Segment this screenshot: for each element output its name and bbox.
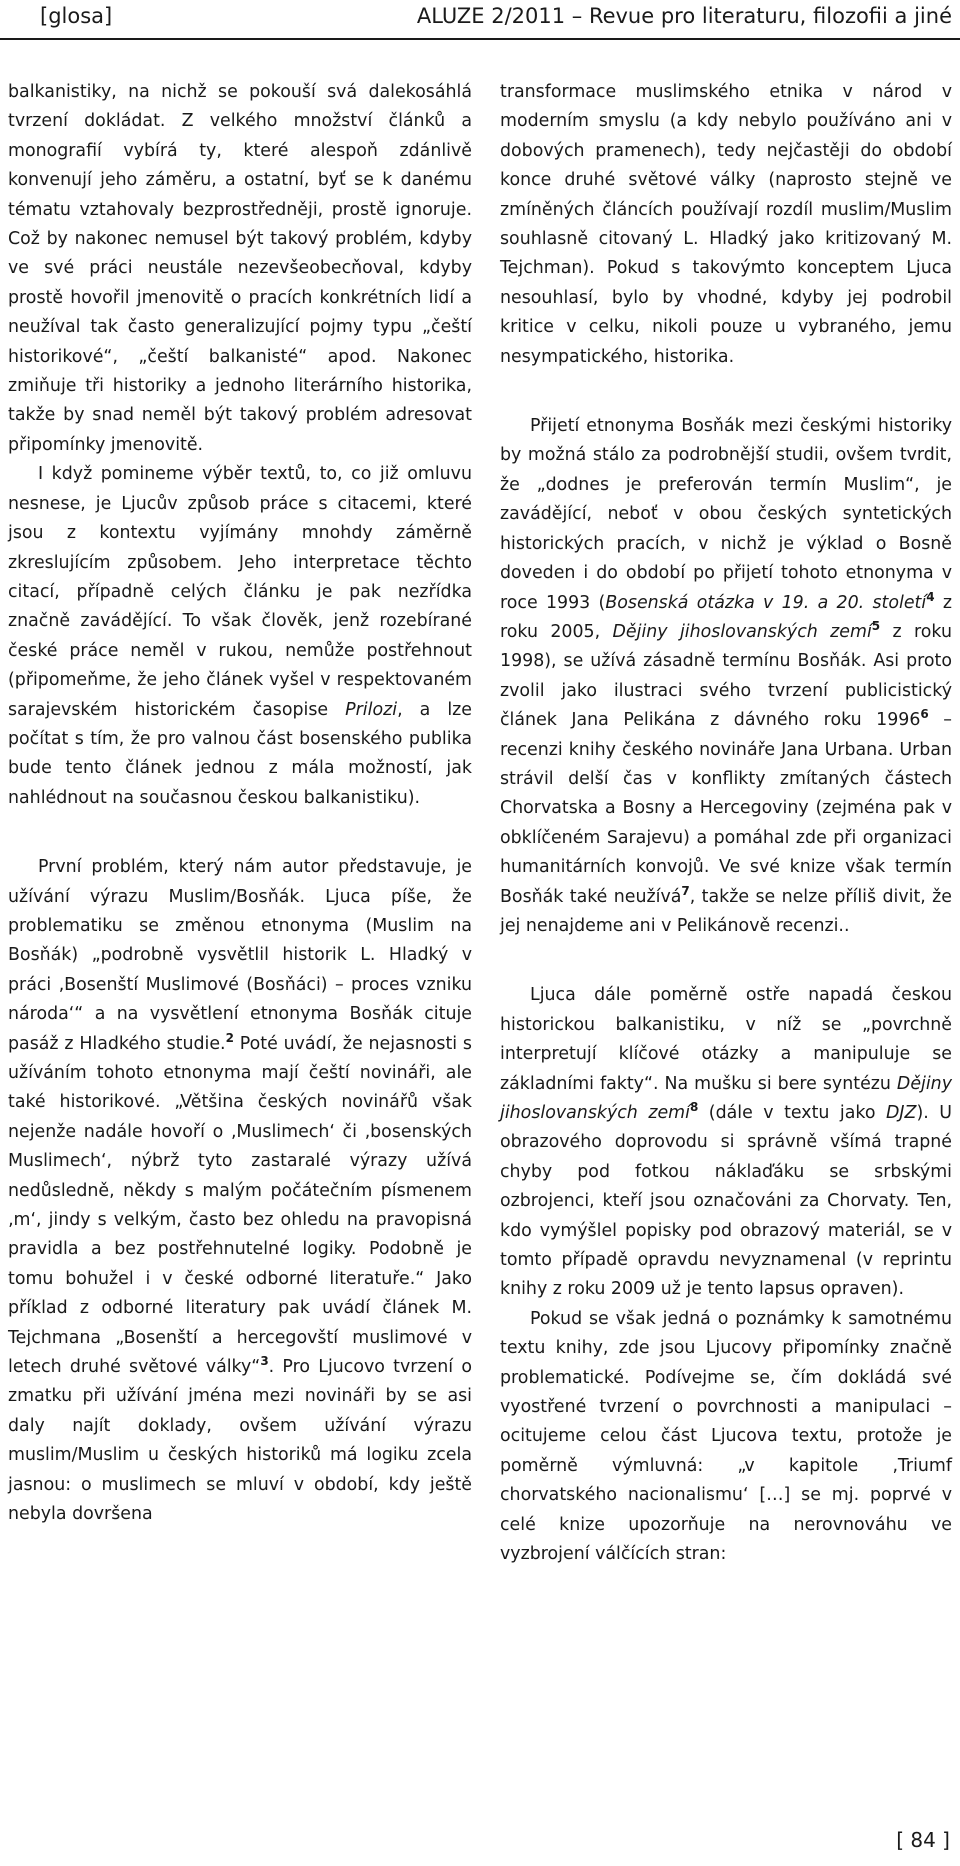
abbreviation: DJZ bbox=[886, 1103, 917, 1123]
paragraph bbox=[500, 412, 952, 941]
text-run: První problém, který nám autor představuje, je užívání výrazu Muslim/Bosňák. Ljuca píše, že problematiku se změnou etnonyma (Muslim na Bosňák) „podrobně vysvětlil historik L. Hladký v práci ‚Bosenští Muslimové (Bosňáci) – proces vzniku národa‘“ a na vysvětlení etnonyma Bosňák cituje pasáž z Hladkého studie. bbox=[8, 857, 472, 1054]
text-run: Poté uvádí, že nejasnosti s užíváním tohoto etnonyma mají čeští novináři, ale také historikové. „Většina českých novinářů však nejenže nadále hovoří o ‚Muslimech‘ či ‚bosenských Muslimech‘, nýbrž tyto zastaralé výrazy užívá nedůsledně, někdy s malým počátečním písmenem ‚m‘, jindy s velkým, často bez ohledu na pravopisná pravidla a bez postřehnutelné logiky. Podobně je tomu bohužel i v české odborné literatuře.“ Jako příklad z odborné literatury pak uvádí článek M. Tejchmana „Bosenští a hercegovští muslimové v letech druhé světové války“ bbox=[8, 1033, 472, 1378]
book-title: Dějiny jihoslovanských zemí bbox=[612, 621, 872, 642]
right-column bbox=[500, 78, 952, 1570]
text-run: z roku 1998), se užívá zásadně termínu Bosňák. Asi proto zvolil jako ilustraci svého tvrzení publicistický článek Jana Pelikána z dávného roku 1996 bbox=[500, 621, 952, 731]
paragraph: balkanistiky, na nichž se pokouší svá dalekosáhlá tvrzení dokládat. Z velkého množství článků a monografií vybírá ty, které alespoň zdánlivě konvenují jeho záměru, a ostatní, byť se k danému tématu vztahovaly bezprostředněji, prostě ignoruje. Což by nakonec nemusel být takový problém, kdyby ve své práci neustále nezevšeobecňoval, kdyby prostě hovořil jmenovitě o pracích konkrétních lidí a neužíval tak často generalizující pojmy typu „čeští historikové“, „čeští balkanisté“ apod. Nakonec zmiňuje tři historiky a jednoho literárního historika, takže by snad neměl být takový problém adresovat připomínky jmenovitě. bbox=[8, 82, 472, 455]
paragraph bbox=[8, 460, 472, 813]
text-run: Ljuca dále poměrně ostře napadá českou historickou balkanistiku, v níž se „povrchně interpretují klíčové otázky a manipuluje se základními fakty“. Na mušku si bere syntézu bbox=[500, 985, 952, 1094]
footnote-marker: 3 bbox=[260, 1354, 269, 1369]
paragraph: transformace muslimského etnika v národ v moderním smyslu (a kdy nebylo používáno ani v dobových pramenech), tedy nejčastěji do období konce druhé světové války (naprosto stejně ve zmíněných článcích používají rozdíl muslim/Muslim souhlasně citovaný L. Hladký jako kritizovaný M. Tejchman). Pokud s takovýmto konceptem Ljuca nesouhlasí, bylo by vhodné, kdyby jej podrobil kritice v celku, nikoli pouze u vybraného, jemu nesympatického, historika. bbox=[500, 82, 952, 367]
text-run: , takže se nelze příliš divit, že jej nenajdeme ani v Pelikánově recenzi.. bbox=[500, 886, 953, 936]
text-run: z roku 2005, bbox=[500, 592, 952, 642]
footnote-marker: 5 bbox=[871, 619, 881, 634]
footnote-marker: 8 bbox=[689, 1100, 699, 1115]
text-run: , a lze počítat s tím, že pro valnou část bosenského publika bude tento článek jednou z mála možností, jak nahlédnout na současnou českou balkanistiku). bbox=[8, 699, 472, 808]
footnote-marker: 2 bbox=[225, 1030, 234, 1045]
footnote-marker: 6 bbox=[920, 707, 929, 722]
paragraph bbox=[500, 981, 952, 1304]
book-title: Bosenská otázka v 19. a 20. století bbox=[605, 592, 927, 613]
left-column bbox=[8, 78, 472, 1530]
footnote-marker: 7 bbox=[681, 883, 690, 898]
footnote-marker: 4 bbox=[926, 589, 935, 604]
text-run: Přijetí etnonyma Bosňák mezi českými historiky by možná stálo za podrobnější studii, ovšem tvrdit, že „dodnes je preferován termín Muslim“, je zavádějící, neboť v obou českých syntetických historických pracích, v nichž je výklad o Bosně doveden i do období po přijetí tohoto etnonyma v roce 1993 ( bbox=[500, 416, 952, 613]
text-run: . Pro Ljucovo tvrzení o zmatku při užívání jména mezi novináři by se asi daly najít doklady, ovšem užívání výrazu muslim/Muslim u českých historiků má logiku zcela jasnou: o muslimech se mluví v období, kdy ještě nebyla dovršena bbox=[8, 1357, 472, 1525]
text-run: ). U obrazového doprovodu si správně všímá trapné chyby pod fotkou náklaďáku se srbskými ozbrojenci, kteří jsou označováni za Chorvaty. Ten, kdo vymýšlel popisky pod obrazový materiál, se v tomto případě opravdu nevyznamenal (v reprintu knihy z roku 2009 už je tento lapsus opraven). bbox=[500, 1103, 952, 1300]
book-title: Dějiny jihoslovanských zemí bbox=[500, 1073, 952, 1123]
page-number: [ 84 ] bbox=[896, 1828, 950, 1852]
paragraph: Pokud se však jedná o poznámky k samotnému textu knihy, zde jsou Ljucovy připomínky značně problematické. Podívejme se, čím dokládá své vyostřené tvrzení o povrchnosti a manipulaci – ocitujeme celou část Ljucova textu, protože je poměrně výmluvná: „v kapitole ‚Triumf chorvatského nacionalismu‘ […] se mj. poprvé v celé knize upozorňuje na nerovnováhu ve vyzbrojení válčících stran: bbox=[500, 1308, 952, 1565]
page-header bbox=[0, 0, 960, 38]
journal-title: ALUZE 2/2011 – Revue pro literaturu, filozofii a jiné bbox=[416, 4, 952, 28]
text-run: – recenzi knihy českého novináře Jana Urbana. Urban strávil delší čas v konflikty zmítaných částech Chorvatska a Bosny a Hercegoviny (zejména pak v obklíčeném Sarajevu) a pomáhal zde při organizaci humanitárních konvojů. Ve své knize však termín Bosňák také neužívá bbox=[500, 710, 952, 907]
journal-name: Prilozi bbox=[345, 699, 398, 720]
paragraph bbox=[8, 853, 472, 1529]
section-label: [glosa] bbox=[40, 4, 113, 28]
text-run: I když pomineme výběr textů, to, co již omluvu nesnese, je Ljucův způsob práce s citacemi, které jsou z kontextu vyjímány mnohdy záměrně zkreslujícím způsobem. Jeho interpretace těchto citací, případně celých článku je pak nezřídka značně zavádějící. To však člověk, jenž rozebírané české práce neměl v rukou, nemůže postřehnout (připomeňme, že jeho článek vyšel v respektovaném sarajevském historickém časopise bbox=[8, 464, 472, 720]
header-rule bbox=[0, 38, 960, 40]
text-run: (dále v textu jako bbox=[698, 1103, 887, 1123]
